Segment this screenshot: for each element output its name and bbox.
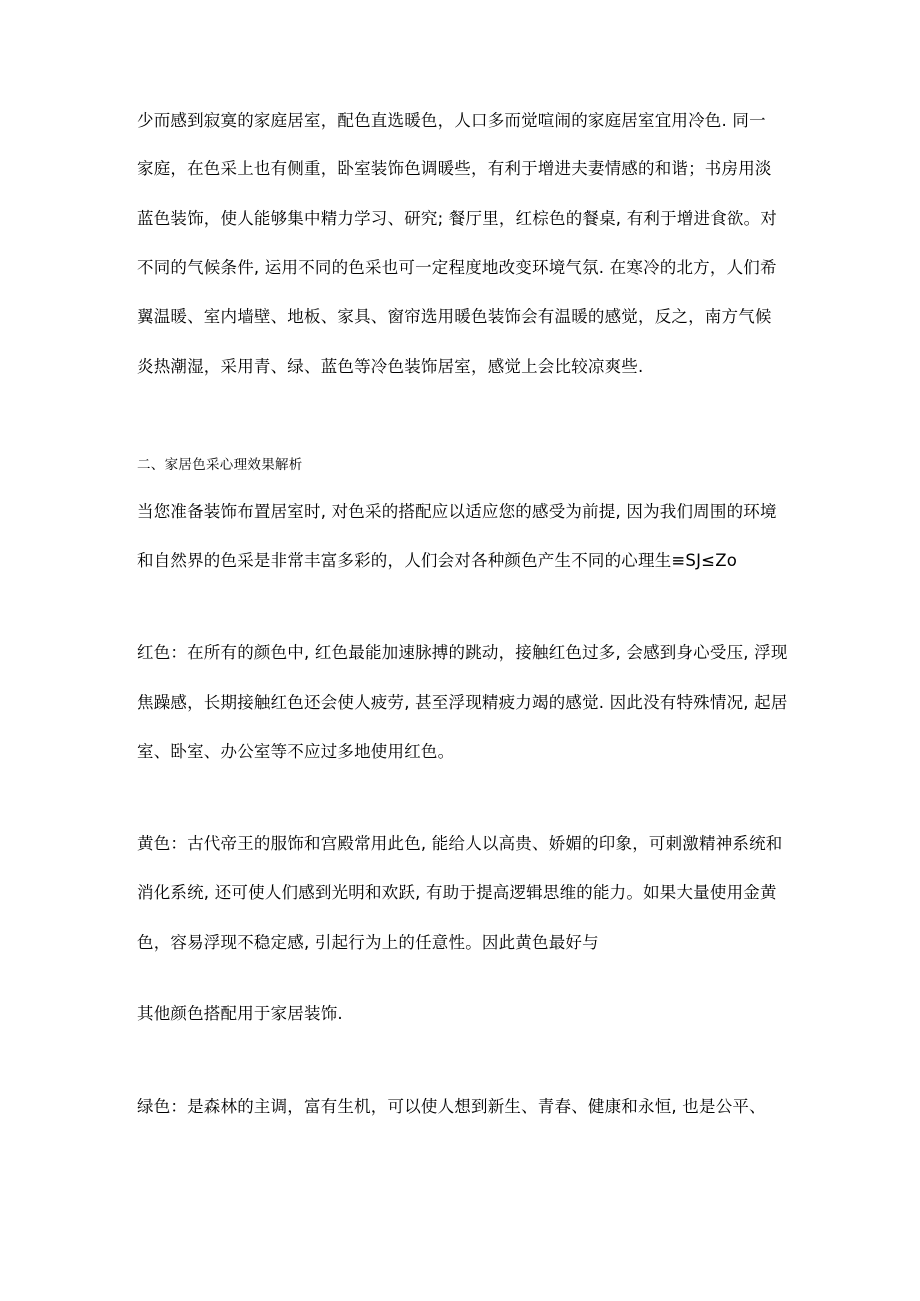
paragraph-1-line-3: 蓝色装饰，使人能够集中精力学习、研究; 餐厅里，红棕色的餐桌, 有利于增进食欲。对: [137, 209, 777, 228]
section-heading: 二、家居色采心理效果解析: [137, 457, 303, 473]
paragraph-1-line-1: 少而感到寂寞的家庭居室，配色直选暖色，人口多而觉喧闹的家庭居室宜用冷色. 同一: [137, 111, 766, 130]
paragraph-1-line-2: 家庭，在色采上也有侧重，卧室装饰色调暖些，有利于增进夫妻情感的和谐；书房用淡: [137, 159, 772, 178]
paragraph-red-line-1: 红色：在所有的颜色中, 红色最能加速脉搏的跳动，接触红色过多, 会感到身心受压, 浮现: [137, 643, 788, 662]
paragraph-yellow-continuation: 其他颜色搭配用于家居装饰.: [137, 1004, 343, 1023]
paragraph-2-line-2: 和自然界的色采是非常丰富多彩的，人们会对各种颜色产生不同的心理生≡SJ≤Zo: [137, 551, 737, 570]
paragraph-1-line-4: 不同的气候条件, 运用不同的色采也可一定程度地改变环境气氛. 在寒冷的北方，人们希: [137, 258, 777, 277]
paragraph-1-line-6: 炎热潮湿，采用青、绿、蓝色等冷色装饰居室，感觉上会比较凉爽些.: [137, 357, 644, 376]
paragraph-yellow-line-1: 黄色：古代帝王的服饰和宫殿常用此色, 能给人以高贵、娇媚的印象，可刺激精神系统和: [137, 834, 783, 853]
paragraph-red-line-2: 焦躁感，长期接触红色还会使人疲劳, 甚至浮现精疲力竭的感觉. 因此没有特殊情况, 起居: [137, 693, 788, 712]
paragraph-2-line-1: 当您准备装饰布置居室时, 对色采的搭配应以适应您的感受为前提, 因为我们周围的环境: [137, 502, 777, 521]
paragraph-yellow-line-2: 消化系统, 还可使人们感到光明和欢跃, 有助于提高逻辑思维的能力。如果大量使用金黄: [137, 883, 777, 902]
paragraph-1-line-5: 翼温暖、室内墙壁、地板、家具、窗帘选用暖色装饰会有温暖的感觉，反之，南方气候: [137, 307, 772, 326]
paragraph-yellow-line-3: 色，容易浮现不稳定感, 引起行为上的任意性。因此黄色最好与: [137, 933, 599, 952]
paragraph-green-line-1: 绿色：是森林的主调，富有生机，可以使人想到新生、青春、健康和永恒, 也是公平、: [137, 1097, 766, 1116]
paragraph-red-line-3: 室、卧室、办公室等不应过多地使用红色。: [137, 742, 455, 761]
